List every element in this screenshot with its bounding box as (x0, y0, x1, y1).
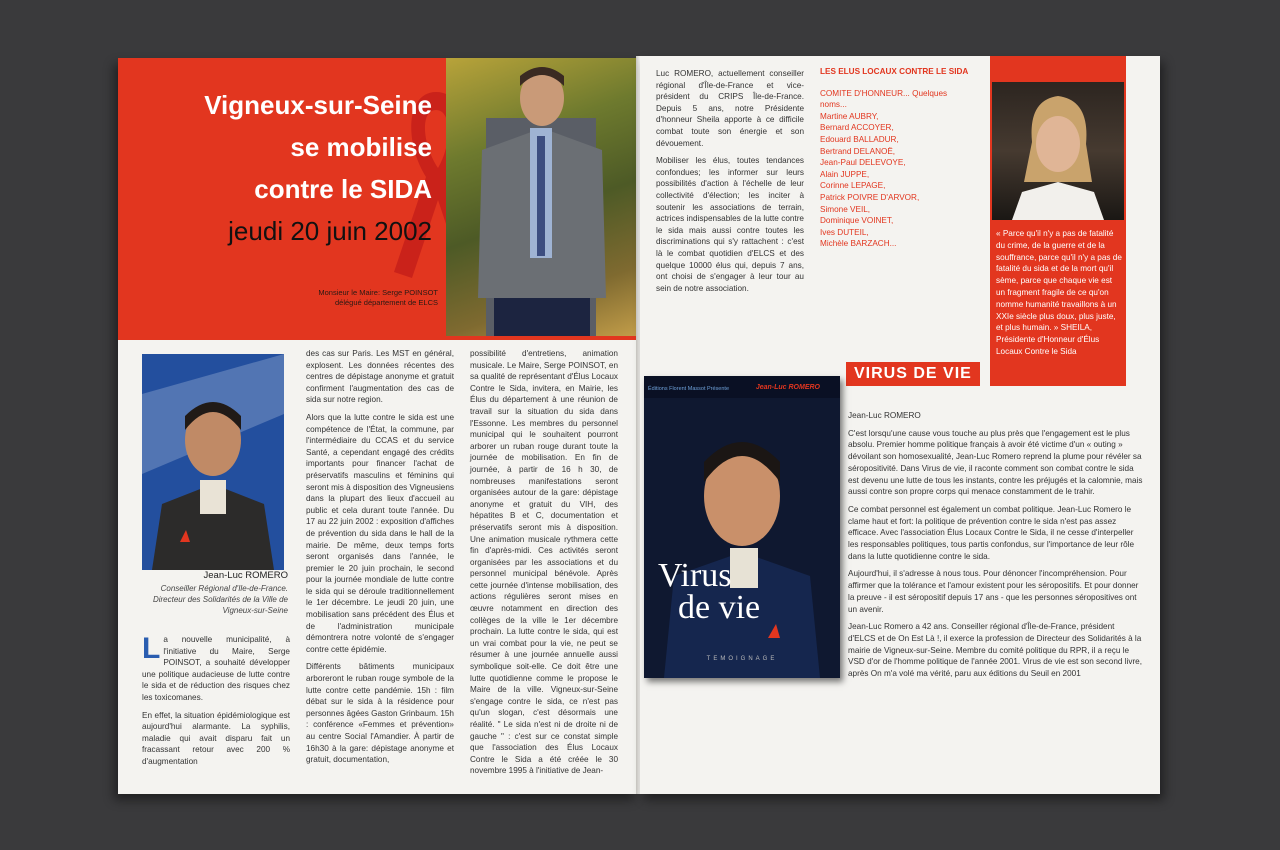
elus-name: Michèle BARZACH... (820, 239, 897, 249)
article-paragraph-1: C'est lorsqu'une cause vous touche au plus près que l'engagement est le plus absolu. Premier homme politique français à avoir été victime d'un « outing » dévoilant son homosexualité, Jean-Luc Romero reprend la plume pour révéler sa séropositivité. Dans Virus de vie, il raconte comment son combat contre le sida est devenu une lutte de tous les instants, contre les préjugés et la calomnie, mais aussi contre son propre corps qui menace constamment de le trahir. (848, 428, 1143, 497)
sheila-role: Présidente d'Honneur d'Élus Locaux Contre le Sida (996, 335, 1100, 356)
book-footer: TEMOIGNAGE (706, 656, 778, 662)
book-publisher: Éditions Florent Massot Présente (648, 386, 730, 392)
headline-line-1: Vigneux-sur-Seine (204, 90, 432, 120)
col2-paragraph-3: Différents bâtiments municipaux arboreront le ruban rouge symbole de la lutte contre cette pandémie. 15h : film débat sur le sida à la résidence pour personnes âgées Gaston Grinbaum. 15h : conférence «Femmes et prévention» au centre Social l'Amandier. À partir de 16h30 à la gare: dépistage anonyme et gratuit, documentation, (306, 662, 454, 765)
col2-paragraph-2: Alors que la lutte contre le sida est une compétence de l'État, la commune, par l'intermédiaire du CCAS et du service Santé, a cependant engagé des crédits importants pour financer l'achat de préservatifs masculins et féminins qui seront mis à disposition des Vigneusiens dans la plupart des lieux d'accueil au public et cela durant toute l'année. Du 17 au 22 juin 2002 : exposition d'affiches de prévention du sida dans le hall de la mairie. De même, deux temps forts seront organisés dans l'année, le premier le 20 juin prochain, le second pour la journée mondiale de lutte contre le sida qui se déroule traditionnellement le 1er décembre. Le jeudi 20 juin, une mobilisation sans précédent des Élus et de l'administration municipale démontrera notre volonté de s'engager contre cette épidémie. (306, 412, 454, 654)
sheila-quote (996, 228, 1122, 358)
article-paragraph-4: Jean-Luc Romero a 42 ans. Conseiller régional d'Île-de-France, président d'ELCS et de On Est Là !, il exerce la profession de Directeur des Solidarités à la mairie de Vigneux-sur-Seine. Membre du comité politique du RPR, il a reçu le VSD d'or de l'homme politique de l'année 2001. Virus de vie est son second livre, après On m'a volé ma vérité, paru aux éditions du Seuil en 2001 (848, 622, 1143, 679)
book-title-line-1: Virus (658, 557, 732, 594)
elus-name: Ives DUTEIL, (820, 227, 869, 237)
headline-banner (118, 58, 446, 336)
rcol1-paragraph-2: Mobiliser les élus, toutes tendances confondues; les informer sur leurs possibilités d'action à l'échelle de leur collectivité d'élection; les inciter à soutenir les associations de terrain, actrices indispensables de la lutte contre le sida mais aussi contre toutes les discriminations qui s'y rattachent : c'est là le combat quotidien d'ELCS et des quelque 10000 élus qui, depuis 7 ans, ont choisi de s'engager à leur tour au sein de notre association. (656, 156, 804, 293)
article-author: Jean-Luc ROMERO (848, 411, 921, 420)
book-title (658, 557, 761, 626)
dropcap: L (142, 632, 161, 665)
mayor-caption-line-1: Monsieur le Maire: Serge POINSOT (318, 288, 438, 297)
right-column-1 (656, 68, 804, 300)
col2-paragraph-1: des cas sur Paris. Les MST en général, explosent. Les données récentes des centres de dépistage anonyme et gratuit confirment l'augmentation des cas de sida sur notre region. (306, 349, 454, 405)
right-page (640, 56, 1160, 794)
header-divider (118, 336, 638, 340)
col3-paragraph-1: possibilité d'entretiens, animation musicale. Le Maire, Serge POINSOT, en sa qualité de représentant d'Élus Locaux Contre le Sida, invitera, en Mairie, les Élus du département à une réunion de travail sur la situation du sida dans l'Essonne. Les membres du personnel municipal qui le souhaitent pourront arborer un ruban rouge durant toute la journée de mobilisation. En fin de journée, à partir de 16 h 30, de nombreuses manifestations seront organisées autour de la gare: dépistage anonyme et gratuit du VIH, des hépatites B et C, documentation et préservatifs seront mis à disposition. Une animation musicale rythmera cette fin d'après-midi. Ces activités seront organisées par les associations et du personnel municipal bénévole. Après cette journée d'intense mobilisation, des actions régulières seront mises en œuvre notamment en direction des collèges de la ville le 1er décembre prochain. La lutte contre le sida, qui est un vrai combat pour la vie, ne peut se résumer à une journée annuelle aussi symbolique soit-elle. Ce doit être une lutte quotidienne comme le propose le Maire de la ville. Vigneux-sur-Seine s'engage contre le sida, ce n'est pas qu'un slogan, c'est désormais une réalité. " Le sida n'est ni de droite ni de gauche " : c'est sur ce constat simple que l'association des Élus Locaux Contre le Sida a été créée le 30 novembre 1995 à l'initiative de Jean- (470, 349, 618, 776)
left-column-2 (306, 348, 454, 772)
book-cover (644, 376, 840, 678)
headline (132, 84, 432, 252)
rcol1-paragraph-1: Luc ROMERO, actuellement conseiller régional d'Île-de-France et vice-président du CRIPS Île-de-France. Depuis 5 ans, notre Présidente d'honneur Sheila apporte à ce difficile combat toute son énergie et son dévouement. (656, 69, 804, 148)
headline-line-3: contre le SIDA (254, 174, 432, 204)
elus-name: Dominique VOINET, (820, 216, 894, 226)
col1-paragraph-2: En effet, la situation épidémiologique est aujourd'hui alarmante. La syphilis, maladie qui avait disparu fait un fracassant retour avec 200 % d'augmentation (142, 710, 290, 766)
sheila-quote-text: « Parce qu'il n'y a pas de fatalité du crime, de la guerre et de la souffrance, parce qu'il n'y a pas de fatalité du sida et de la mort qu'il sème, parce que chaque vie est un fragment fragile de ce qu'on nomme humanité travaillons à un XXIe siècle plus doux, plus juste, et plus humain. » SHEILA, (996, 229, 1122, 333)
elus-name: Patrick POIVRE D'ARVOR, (820, 192, 920, 202)
elus-intro: COMITE D'HONNEUR... Quelques noms... (820, 88, 948, 110)
headline-date: jeudi 20 juin 2002 (228, 216, 432, 246)
elus-name: Corinne LEPAGE, (820, 181, 886, 191)
elus-list (820, 111, 970, 250)
article-paragraph-2: Ce combat personnel est également un combat politique. Jean-Luc Romero le clame haut et fort: la politique de prévention contre le sida n'est pas assez efficace. Avec l'association Élus Locaux Contre le Sida, il ne cesse d'interpeller les responsables politiques, tous partis confondus, sur l'importance de leur rôle dans la lutte quotidienne contre le sida. (848, 504, 1135, 561)
romero-role-line-2: Directeur des Solidarités de la Ville de (152, 595, 288, 604)
mayor-figure (446, 58, 638, 336)
headline-line-2: se mobilise (290, 132, 432, 162)
romero-role (142, 583, 288, 616)
mayor-caption (228, 288, 438, 308)
book-title-line-2: de vie (678, 589, 761, 626)
book-author: Jean-Luc ROMERO (755, 384, 820, 391)
romero-role-line-3: Vigneux-sur-Seine (222, 606, 288, 615)
romero-name: Jean-Luc ROMERO (203, 570, 288, 581)
romero-photo (142, 354, 284, 570)
left-column-3 (470, 348, 618, 783)
sheila-photo (992, 82, 1124, 220)
book-portrait (644, 376, 840, 678)
elus-box (820, 66, 970, 250)
mayor-photo (446, 58, 638, 336)
mayor-caption-line-2: délégué département de ELCS (335, 298, 438, 307)
elus-name: Bernard ACCOYER, (820, 123, 894, 133)
intro-paragraph (142, 634, 290, 704)
left-column-1 (142, 634, 290, 774)
elus-name: Jean-Paul DELEVOYE, (820, 158, 906, 168)
romero-role-line-1: Conseiller Régional d'Ile-de-France. (160, 584, 288, 593)
book-article (848, 410, 1144, 686)
elus-name: Alain JUPPE, (820, 169, 870, 179)
left-page (118, 58, 638, 794)
romero-figure (142, 354, 284, 570)
elus-name: Bertrand DELANOË, (820, 146, 896, 156)
article-paragraph-3: Aujourd'hui, il s'adresse à nous tous. Pour dénoncer l'incompréhension. Pour affirmer que la tolérance et l'amour existent pour les séropositifs. Et pour donner la preuve - il est séropositif depuis 17 ans - que les personnes séropositives ont un avenir. (848, 569, 1139, 614)
elus-name: Simone VEIL, (820, 204, 871, 214)
intro-text: a nouvelle municipalité, à l'initiative du Maire, Serge POINSOT, a souhaité développer une politique audacieuse de lutte contre le sida et de réduction des risques chez les toxicomanes. (142, 635, 290, 702)
sheila-figure (992, 82, 1124, 220)
elus-name: Edouard BALLADUR, (820, 134, 899, 144)
section-title: VIRUS DE VIE (846, 362, 980, 386)
elus-title: LES ELUS LOCAUX CONTRE LE SIDA (820, 67, 969, 76)
elus-name: Martine AUBRY, (820, 111, 879, 121)
